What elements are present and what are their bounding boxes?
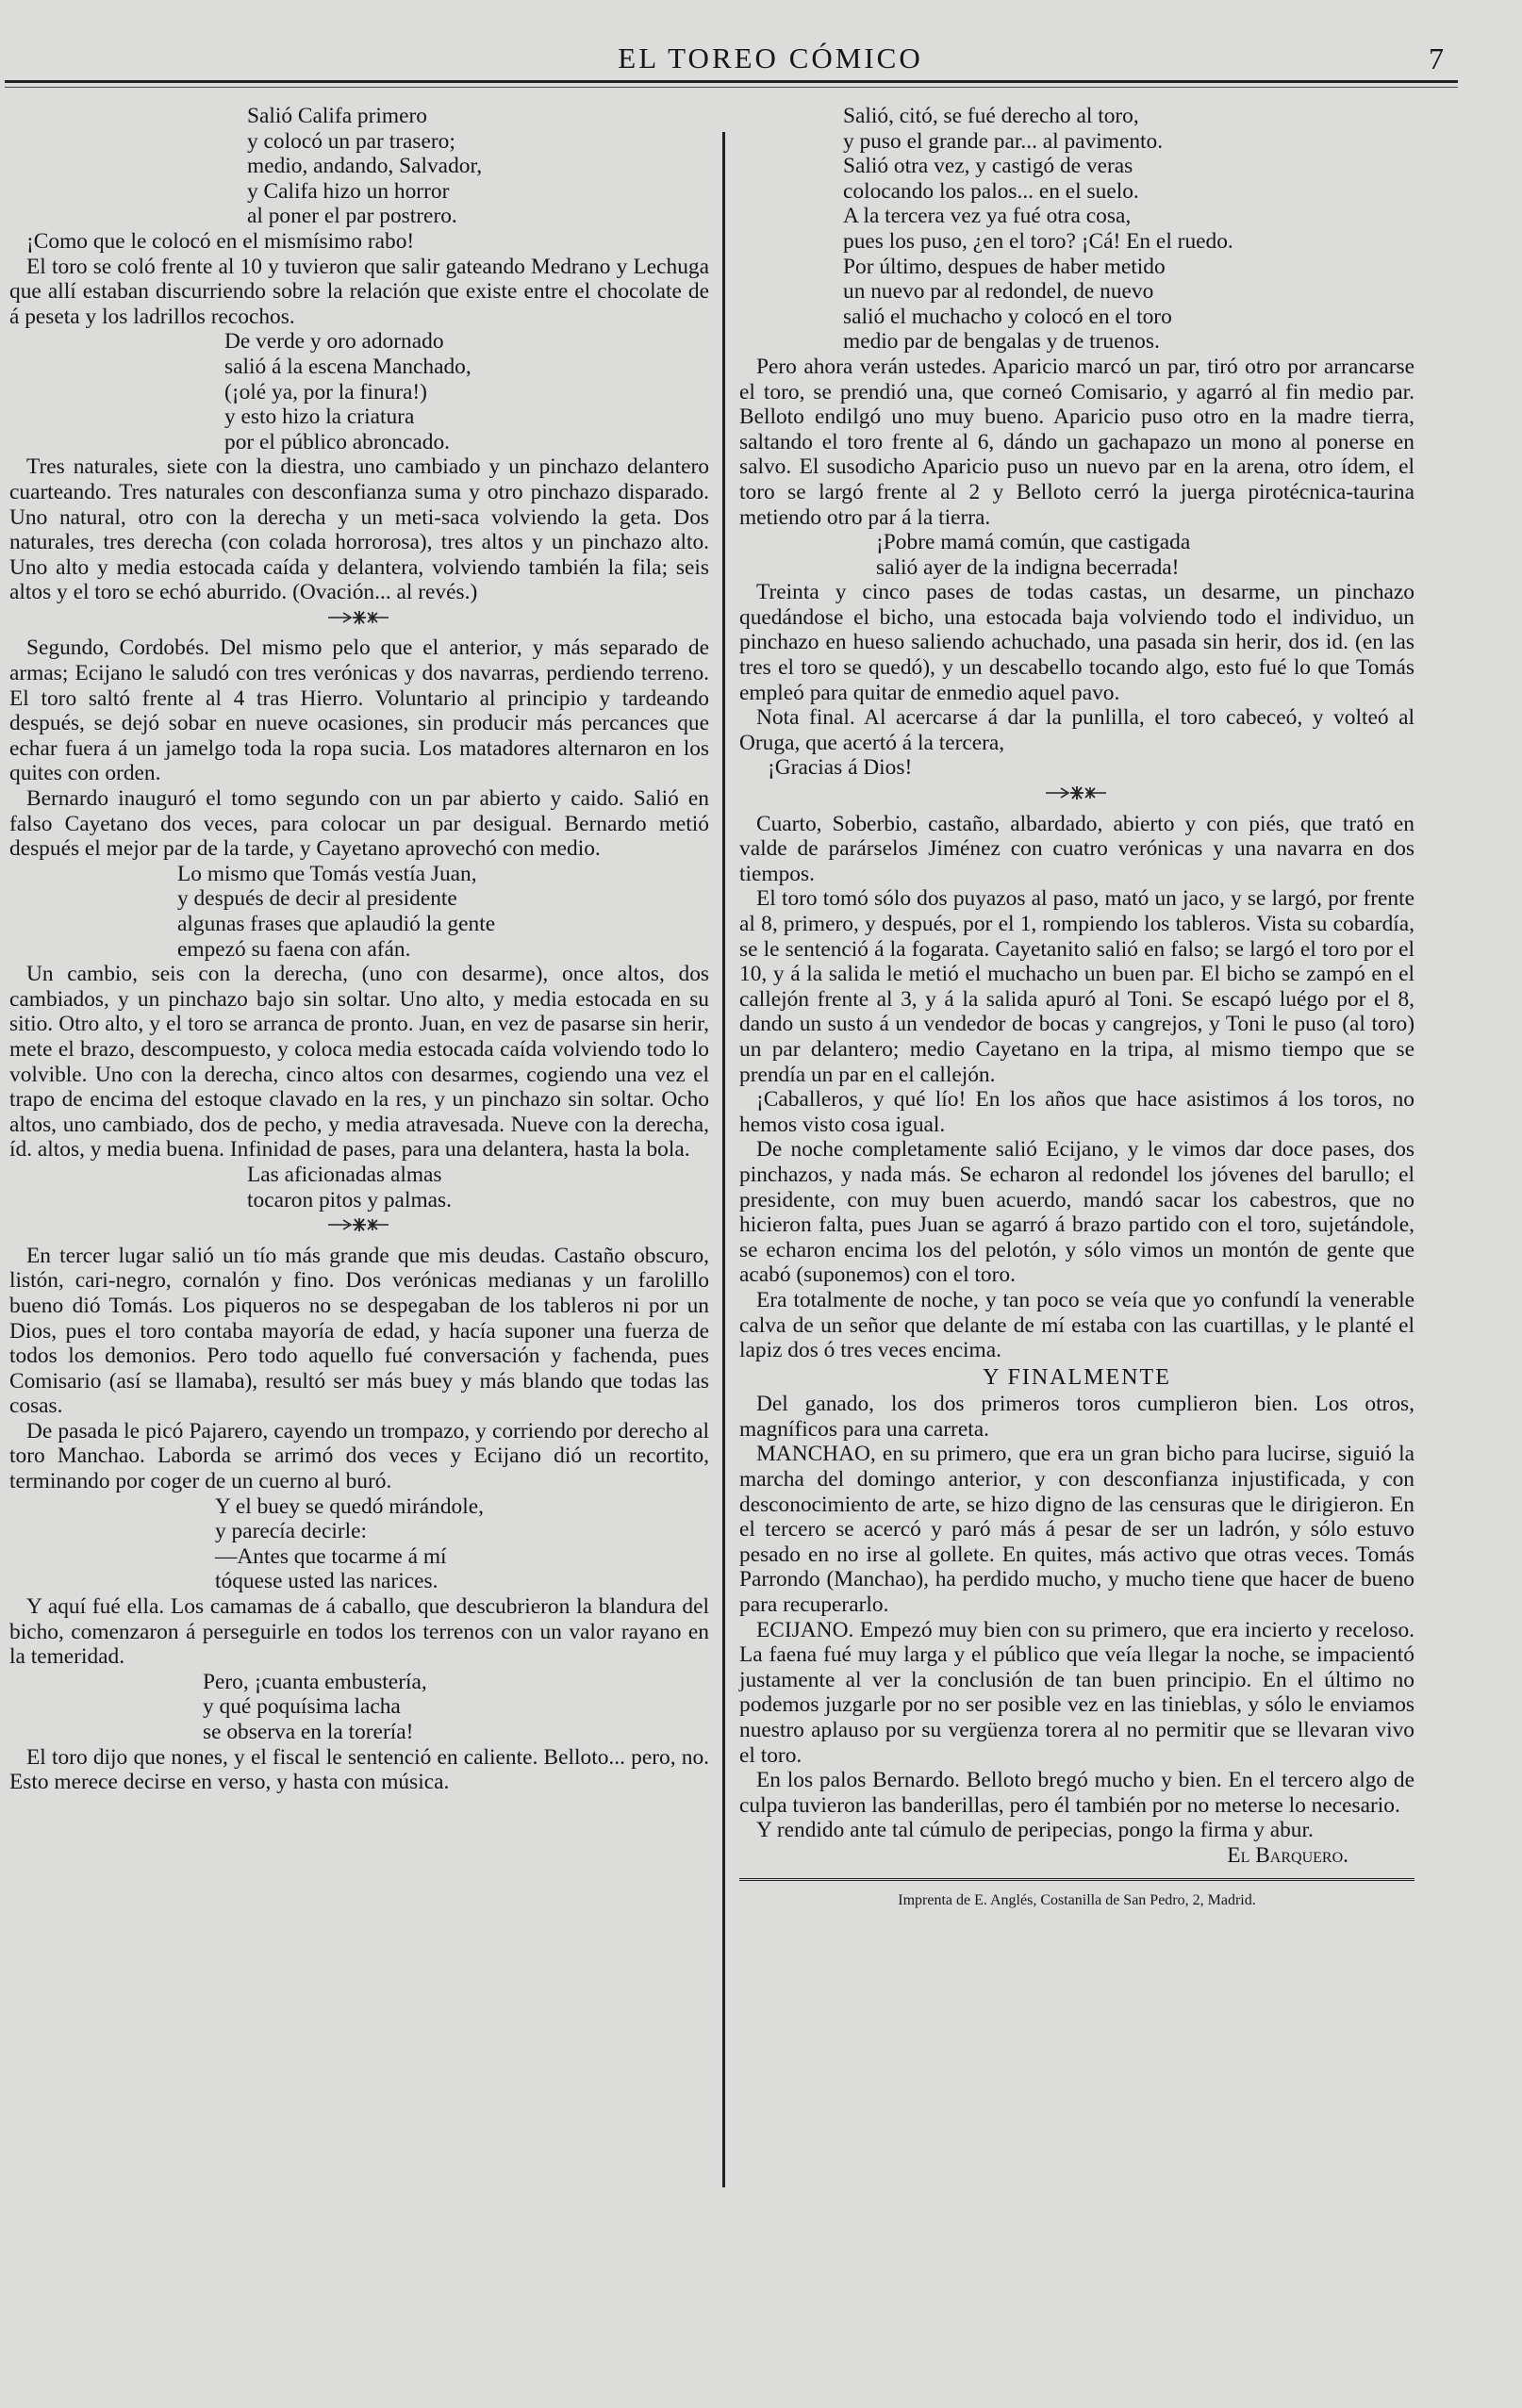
- verse-line: empezó su faena con afán.: [177, 936, 411, 962]
- paragraph: Cuarto, Soberbio, castaño, albardado, abierto y con piés, que trató en valde de parárselos Jiménez con cuatro verónicas y una navarra en dos tiempos.: [739, 811, 1414, 886]
- paragraph: Y rendido ante tal cúmulo de peripecias, pongo la firma y abur.: [756, 1818, 1314, 1843]
- verse-line: se observa en la torería!: [203, 1720, 414, 1744]
- verse-line: Y el buey se quedó mirándole,: [215, 1493, 484, 1519]
- page-header: [57, 41, 1484, 79]
- page-number: 7: [1429, 41, 1447, 75]
- paragraph: El toro se coló frente al 10 y tuvieron que salir gateando Medrano y Lechuga que allí estaban discurriendo sobre la relación que existe entre el chocolate de á peseta y los ladrillos recochos.: [9, 254, 709, 329]
- verse-line: salió á la escena Manchado,: [224, 354, 471, 379]
- verse-line: —Antes que tocarme á mí: [215, 1543, 447, 1569]
- section-ornament: [9, 1214, 709, 1240]
- verse-line: tocaron pitos y palmas.: [247, 1187, 452, 1212]
- ornament-icon: [1044, 784, 1110, 801]
- paragraph: El toro dijo que nones, y el fiscal le sentenció en caliente. Belloto... pero, no. Esto merece decirse en verso, y hasta con música.: [9, 1744, 709, 1795]
- verse-line: (¡olé ya, por la finura!): [224, 379, 427, 404]
- bottom-rule: [739, 1878, 1414, 1883]
- paragraph: El toro tomó sólo dos puyazos al paso, mató un jaco, y se largó, por frente al 8, primero, y después, por el 1, rompiendo los tableros. Vista su cobardía, se le sentenció á la fogarata. Cayetanito salió en falso; se largó el toro por el 10, y á la salida le metió el muchacho un buen par. El bicho se zampó en el callejón frente al 3, y á la salida apuró al Toni. Se escapó luégo por el 8, dando un susto á un vendedor de bocas y cangrejos, y Toni le puso (al toro) un par delantero; medio Cayetano en la tripa, al mismo tiempo que se prendía un par en el callejón.: [739, 886, 1414, 1087]
- verse-stanza: [9, 104, 709, 229]
- verse-line: medio, andando, Salvador,: [247, 154, 483, 179]
- verse-line: Las aficionadas almas: [247, 1162, 442, 1187]
- section-ornament: [9, 607, 709, 633]
- verse-line: ¡Gracias á Dios!: [768, 755, 913, 781]
- paragraph: Bernardo inauguró el tomo segundo con un par abierto y caido. Salió en falso Cayetano dos veces, para colocar un par desigual. Bernardo metió después el mejor par de la tarde, y Cayetano aprovechó con medio.: [9, 786, 709, 862]
- printer-imprint: Imprenta de E. Anglés, Costanilla de San Pedro, 2, Madrid.: [898, 1891, 1256, 1908]
- paragraph: Nota final. Al acercarse á dar la punlilla, el toro cabeceó, y volteó al Oruga, que acertó á la tercera,: [739, 705, 1414, 755]
- verse-stanza: [739, 530, 1414, 580]
- verse-line: Lo mismo que Tomás vestía Juan,: [177, 861, 477, 886]
- verse-line: por el público abroncado.: [224, 429, 451, 454]
- verse-line: Pero, ¡cuanta embustería,: [203, 1669, 427, 1694]
- verse-line: un nuevo par al redondel, de nuevo: [843, 279, 1154, 305]
- paragraph: De pasada le picó Pajarero, cayendo un trompazo, y corriendo por derecho al toro Manchao. Laborda se arrimó dos veces y Ecijano dió un recortito, terminando por coger de un cuerno al buró.: [9, 1418, 709, 1494]
- verse-line: ¡Pobre mamá común, que castigada: [876, 530, 1191, 555]
- author-signature: El Barquero.: [1227, 1842, 1348, 1868]
- paragraph: En tercer lugar salió un tío más grande que mis deudas. Castaño obscuro, listón, cari-negro, cornalón y fino. Dos verónicas medianas y un farolillo bueno dió Tomás. Los piqueros no se despegaban de los tableros ni por un Dios, pues el toro contaba mayoría de edad, y hacía suponer una fuerza de todos los demonios. Pero todo aquello fué conversación y fachenda, pues Comisario (así se llamaba), resultó ser más buey y más blando que todas las cosas.: [9, 1243, 709, 1419]
- verse-line: A la tercera vez ya fué otra cosa,: [843, 204, 1132, 229]
- paragraph: Un cambio, seis con la derecha, (uno con desarme), once altos, dos cambiados, y un pinchazo bajo sin soltar. Uno alto, y media estocada en su sitio. Otro alto, y el toro se arranca de pronto. Juan, en vez de pasarse sin herir, mete el brazo, descompuesto, y coloca media estocada caída volviendo todo lo volvible. Uno con la derecha, cinco altos con desarmes, cogiendo una vez el trapo de encima del estoque clavado en la res, y un pinchazo sin soltar. Ocho altos, uno cambiado, dos de pecho, y media atravesada. Nueve con la derecha, íd. altos, y media buena. Infinidad de pases, para una delantera, hasta la bola.: [9, 962, 709, 1163]
- verse-stanza: [739, 104, 1414, 355]
- section-heading: Y FINALMENTE: [983, 1364, 1171, 1390]
- column-divider: [722, 132, 725, 2187]
- paragraph: MANCHAO, en su primero, que era un gran bicho para lucirse, siguió la marcha del domingo anterior, y con desconfianza injustificada, y con desconocimiento de arte, se hizo digno de las censuras que le dirigieron. En el tercero se acercó y paró más á pesar de ser un ladrón, y sólo estuvo pesado en no irse al gollete. En quites, más activo que otras veces. Tomás Parrondo (Manchao), ha perdido mucho, y mucho tiene que hacer de bueno para recuperarlo.: [739, 1442, 1414, 1618]
- verse-line: colocando los palos... en el suelo.: [843, 178, 1139, 204]
- verse-stanza: [9, 329, 709, 454]
- paragraph: Pero ahora verán ustedes. Aparicio marcó un par, tiró otro por arrancarse el toro, se prendió una, que corneó Comisario, y agarró al fin medio par. Belloto endilgó uno muy bueno. Aparicio puso otro en la madre tierra, saltando el toro frente al 6, dándo un gachapazo un mono al ponerse en salvo. El susodicho Aparicio puso un nuevo par en la arena, otro ídem, el toro se largó frente al 2 y Belloto cerró la juerga pirotécnica-taurina metiendo otro par á la tierra.: [739, 354, 1414, 530]
- ornament-icon: [326, 1216, 392, 1233]
- verse-line: algunas frases que aplaudió la gente: [177, 912, 496, 936]
- verse-line: y puso el grande par... al pavimento.: [843, 128, 1164, 154]
- left-column: [9, 104, 709, 1795]
- verse-line: salió el muchacho y colocó en el toro: [843, 304, 1172, 329]
- verse-line: Salió otra vez, y castigó de veras: [843, 154, 1133, 179]
- right-column: [739, 104, 1414, 1913]
- paragraph: De noche completamente salió Ecijano, y le vimos dar doce pases, dos pinchazos, y nada más. Se echaron al redondel los jóvenes del barullo; el presidente, con muy buen acuerdo, mandó sacar los cabestros, que no hicieron falta, pues Juan se agarró á brazo partido con el toro, sujetándole, se echaron encima los del pelotón, y sólo vimos un montón de gente que acabó (suponemos) con el toro.: [739, 1137, 1414, 1288]
- verse-line: Salió Califa primero: [247, 104, 427, 128]
- verse-stanza: [9, 862, 709, 962]
- paragraph: Treinta y cinco pases de todas castas, un desarme, un pinchazo quedándose el bicho, una estocada baja volviendo todo el individuo, un pinchazo en hueso saliendo achuchado, una pasada sin herir, dos id. (en las tres el toro se quedó), y un descabello tocando algo, esto fué lo que Tomás empleó para quitar de enmedio aquel pavo.: [739, 580, 1414, 705]
- paragraph: ¡Caballeros, y qué lío! En los años que hace asistimos á los toros, no hemos visto cosa igual.: [739, 1087, 1414, 1137]
- paragraph: En los palos Bernardo. Belloto bregó mucho y bien. En el tercero algo de culpa tuvieron las banderillas, pero él también por no meterse lo necesario.: [739, 1768, 1414, 1818]
- paragraph: Tres naturales, siete con la diestra, uno cambiado y un pinchazo delantero cuarteando. Tres naturales con desconfianza suma y otro pinchazo disparado. Uno natural, otro con la derecha y un meti-saca volviendo la geta. Dos naturales, tres derecha (con colada horrorosa), tres altos y un pinchazo alto. Uno alto y media estocada caída y delantera, volviendo también la fila; seis altos y el toro se echó aburrido. (Ovación... al revés.): [9, 454, 709, 605]
- verse-line: tóquese usted las narices.: [215, 1569, 438, 1594]
- header-rule-thin: [5, 87, 1458, 88]
- verse-stanza: [9, 1163, 709, 1212]
- verse-line: y después de decir al presidente: [177, 886, 457, 912]
- verse-line: medio par de bengalas y de truenos.: [843, 329, 1160, 355]
- paragraph: ECIJANO. Empezó muy bien con su primero, que era incierto y receloso. La faena fué muy larga y el público que veía llegar la noche, se impacientó justamente al ver la conclusión de tan buen principio. En el último no podemos juzgarle por no ser posible vez en las tinieblas, y sólo le enviamos nuestro aplauso por su vergüenza torera al no permitir que se llevaran vivo el toro.: [739, 1617, 1414, 1768]
- paragraph: Y aquí fué ella. Los camamas de á caballo, que descubrieron la blandura del bicho, comenzaron á perseguirle en todos los terrenos con un valor rayano en la temeridad.: [9, 1594, 709, 1670]
- verse-line: pues los puso, ¿en el toro? ¡Cá! En el ruedo.: [843, 228, 1233, 254]
- page-title: EL TOREO CÓMICO: [618, 41, 923, 74]
- verse-line: y Califa hizo un horror: [247, 178, 450, 204]
- paragraph: Era totalmente de noche, y tan poco se veía que yo confundí la venerable calva de un señor que delante de mí estaba con las cuartillas, y le planté el lapiz dos ó tres veces encima.: [739, 1287, 1414, 1363]
- verse-line: Salió, citó, se fué derecho al toro,: [843, 104, 1139, 128]
- paragraph: Del ganado, los dos primeros toros cumplieron bien. Los otros, magníficos para una carreta.: [739, 1392, 1414, 1442]
- verse-stanza: [739, 755, 1414, 781]
- verse-line: salió ayer de la indigna becerrada!: [876, 554, 1180, 580]
- paragraph: ¡Como que le colocó en el mismísimo rabo!: [26, 228, 415, 254]
- verse-line: De verde y oro adornado: [224, 329, 444, 355]
- paragraph: Segundo, Cordobés. Del mismo pelo que el anterior, y más separado de armas; Ecijano le saludó con tres verónicas y dos navarras, perdiendo terreno. El toro saltó frente al 4 tras Hierro. Voluntario al principio y tardeando después, se dejó sobar en nueve ocasiones, sin producir más percances que echar fuera á un jamelgo toda la ropa sucia. Los matadores alternaron en los quites con orden.: [9, 635, 709, 786]
- verse-line: y parecía decirle:: [215, 1519, 368, 1544]
- header-rule: [5, 80, 1458, 83]
- section-ornament: [739, 783, 1414, 808]
- verse-line: y colocó un par trasero;: [247, 128, 455, 154]
- verse-stanza: [9, 1670, 709, 1745]
- verse-line: y esto hizo la criatura: [224, 404, 415, 430]
- verse-stanza: [9, 1494, 709, 1594]
- ornament-icon: [326, 609, 392, 626]
- verse-line: Por último, despues de haber metido: [843, 254, 1166, 279]
- verse-line: al poner el par postrero.: [247, 204, 457, 229]
- verse-line: y qué poquísima lacha: [203, 1694, 401, 1720]
